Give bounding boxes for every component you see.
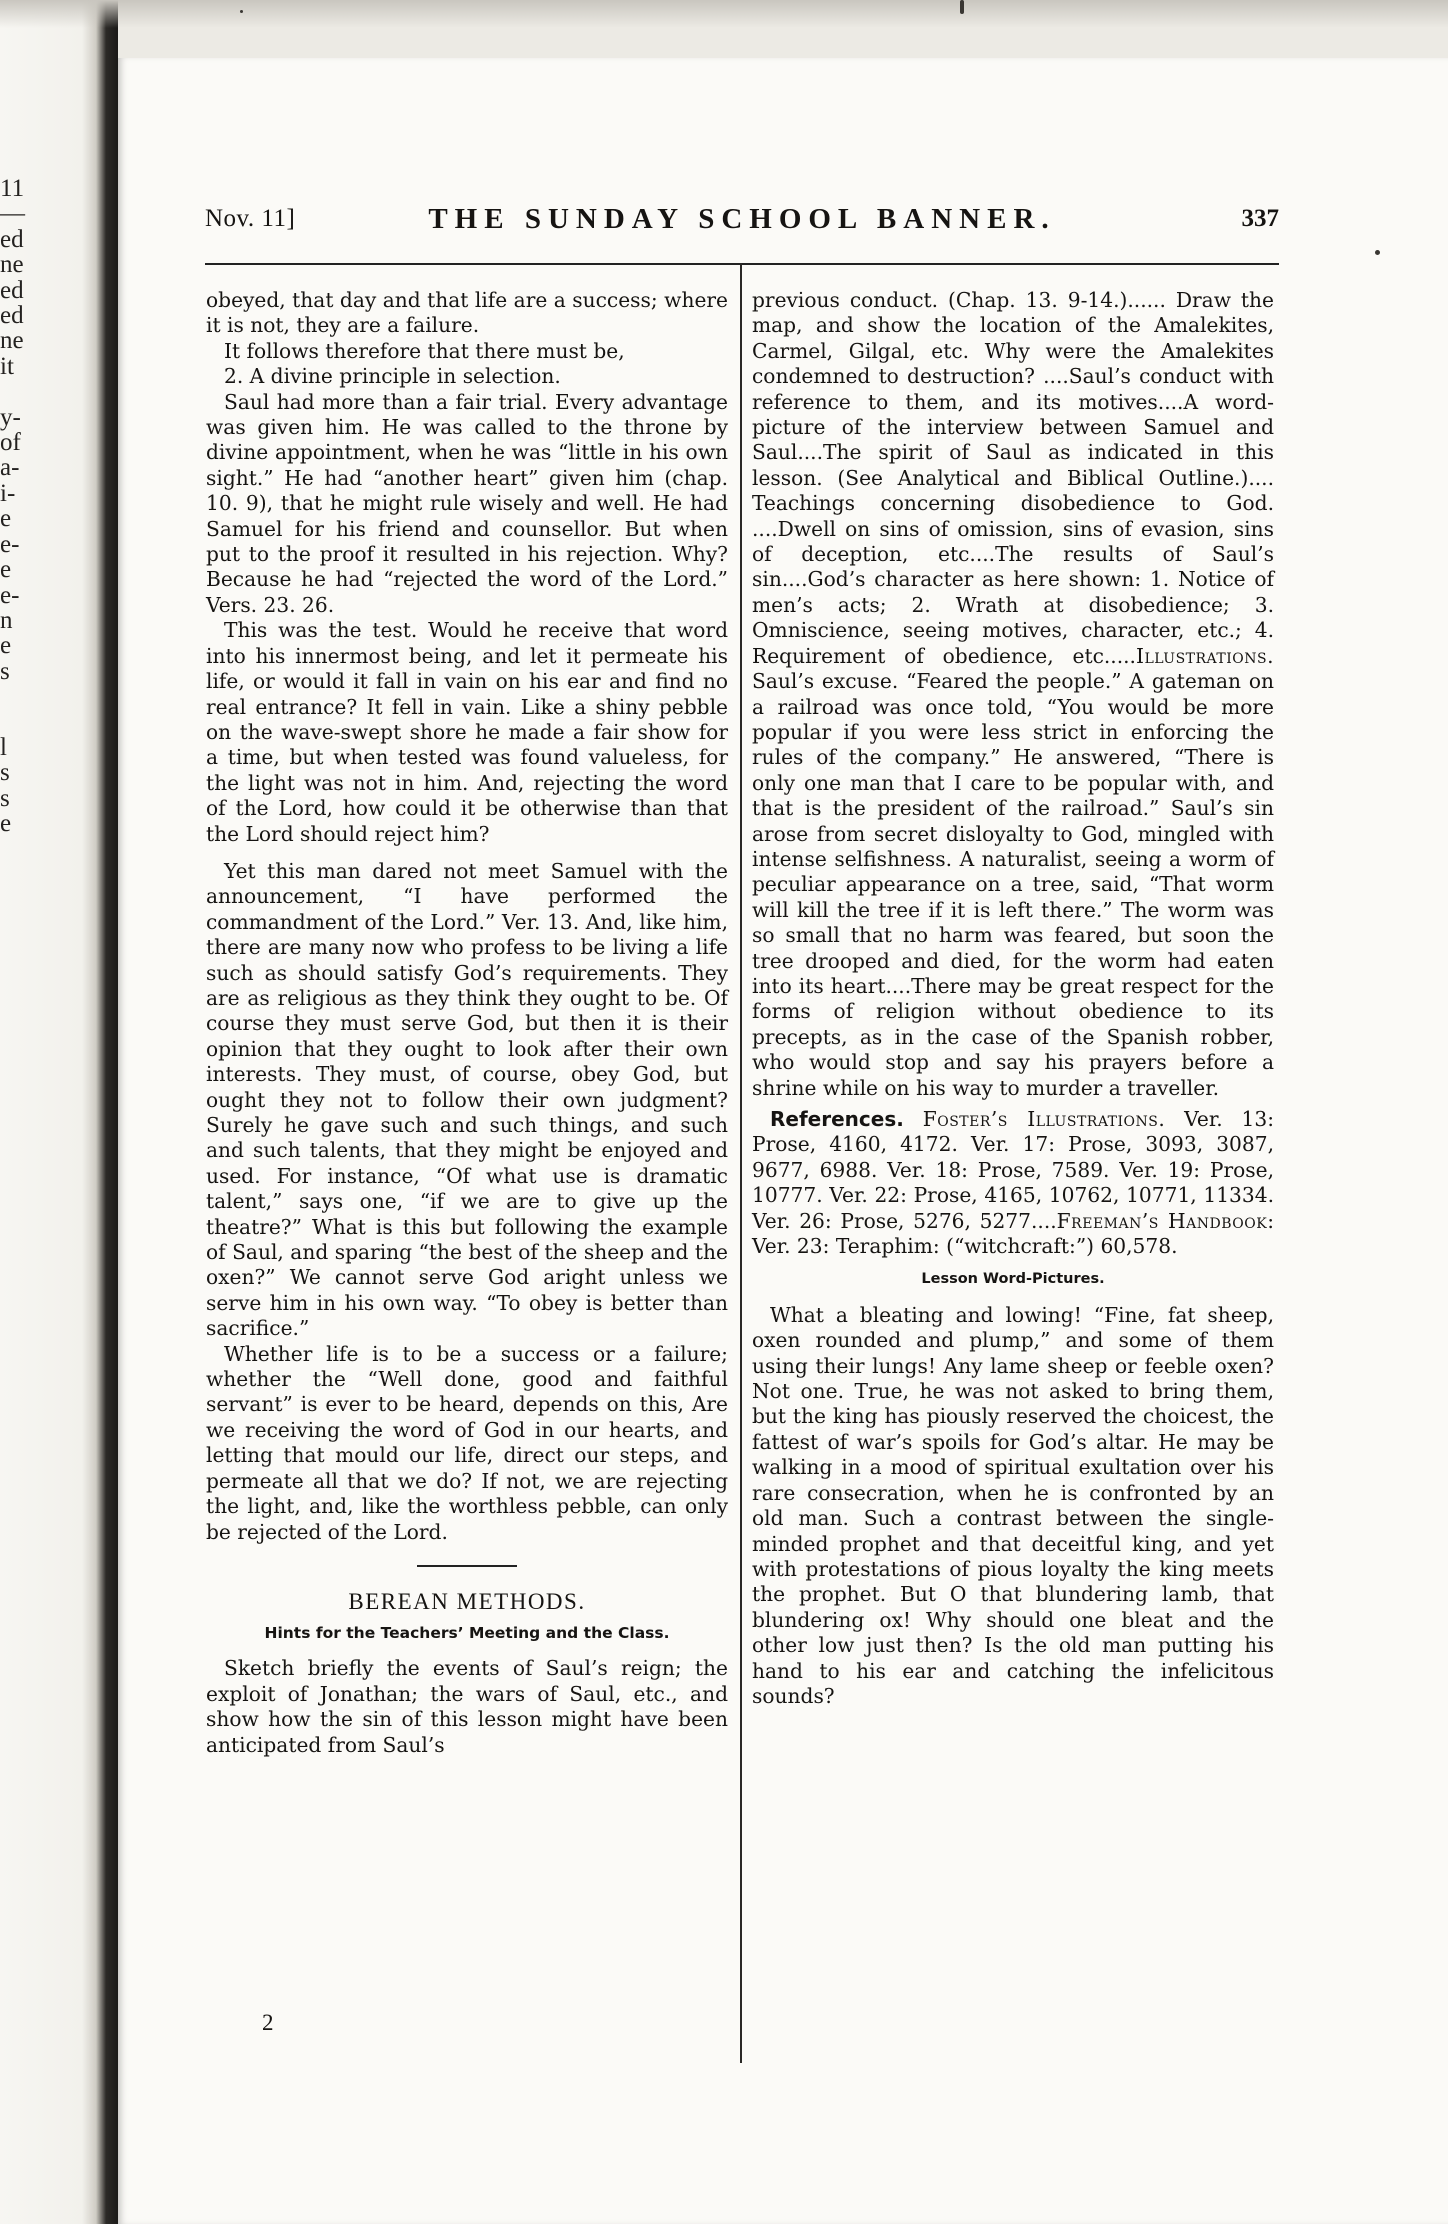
references-text: : Ver. 23: Teraphim: (“witchcraft:”) 60,578. (752, 1208, 1275, 1259)
margin-fragment: ne (0, 327, 24, 355)
paragraph: Yet this man dared not meet Samuel with the announcement, “I have performed the commandment of the Lord.” Ver. 13. And, like him, there are many now who profess to be living a life such as should satisfy God’s requirements. They are as religious as they think they ought to be. Of course they must serve God, but then it is their opinion that they ought to look after their own interests. They must, of course, obey God, but ought they not to follow their own judgment? Surely he gave such and such things, and such and such talents, that they might be enjoyed and used. For instance, “Of what use is dramatic talent,” says one, “if we are to give up the theatre?” What is this but following the example of Saul, and sparing “the best of the sheep and the oxen?” We cannot serve God aright unless we serve him in his own way. “To obey is better than sacrifice.” (206, 858, 728, 1341)
references-source: Foster’s Illustrations. (922, 1107, 1166, 1131)
references-source: Freeman’s Handbook (1056, 1208, 1268, 1233)
header-title: THE SUNDAY SCHOOL BANNER. (428, 203, 1056, 235)
paragraph: Saul had more than a fair trial. Every advantage was given him. He was called to the throne by divine appointment, when he was “little in his own sight.” He had “another heart” given him (chap. 10. 9), that he might rule wisely and well. He had Samuel for his friend and counsellor. But when put to the proof it resulted in his rejection. Why? Because he had “rejected the word of the Lord.” Vers. 23. 26. (206, 389, 728, 617)
margin-fragment: 11 (0, 175, 25, 202)
word-pictures-title: Lesson Word-Pictures. (921, 1271, 1105, 1288)
margin-fragment: — (0, 200, 25, 228)
margin-fragment (0, 379, 26, 404)
margin-fragment: e- (0, 530, 20, 558)
margin-fragment: e- (0, 581, 20, 609)
margin-fragment: ed (0, 225, 24, 253)
column-divider (740, 263, 742, 2063)
right-column (752, 288, 1274, 1709)
section-rule (417, 1565, 517, 1567)
paragraph: 2. A divine principle in selection. (224, 364, 561, 389)
scan-speck (240, 10, 243, 13)
page-number: 337 (1241, 205, 1279, 232)
margin-fragment: it (0, 352, 14, 380)
margin-fragment: y- (0, 403, 21, 431)
previous-page-margin-fragments (0, 176, 26, 837)
paragraph (752, 288, 1274, 1101)
margin-fragment: ed (0, 276, 24, 304)
paragraph: It follows therefore that there must be, (224, 338, 625, 363)
scan-top-shadow (0, 0, 1448, 28)
margin-fragment: s (0, 759, 10, 787)
section-title: BEREAN METHODS. (348, 1588, 586, 1614)
margin-fragment: s (0, 657, 10, 685)
references-paragraph (752, 1107, 1274, 1259)
paragraph: Whether life is to be a success or a failure; whether the “Well done, good and faithful servant” is ever to be heard, depends on this, Are we receiving the word of God in our hearts, and letting that mould our life, direct our steps, and permeate all that we do? If not, we are rejecting the light, and, like the worthless pebble, can only be rejected of the Lord. (206, 1341, 728, 1544)
references-text: Ver. 13: Prose, 4160, 4172. Ver. 17: Prose, 3093, 3087, 9677, 6988. Ver. 18: Prose, 7589. Ver. 19: Prose, 10777. Ver. 22: Prose, 4165, 10762, 10771, 11334. Ver. 26: Prose, 5276, 5277.... (752, 1107, 1275, 1233)
margin-fragment (0, 710, 26, 735)
margin-fragment: of (0, 429, 21, 457)
header-date: Nov. 11] (205, 205, 296, 232)
margin-fragment: i- (0, 479, 16, 507)
references-label: References. (770, 1107, 904, 1131)
paragraph: What a bleating and lowing! “Fine, fat sheep, oxen rounded and plump,” and some of them using their lungs! Any lame sheep or feeble oxen? Not one. True, he was not asked to bring them, but the king has piously reserved the choicest, the fattest of war’s spoils for God’s altar. He may be walking in a mood of spiritual exultation over his rare consecration, when he is confronted by an old man. Such a contrast between the single-minded prophet and that deceitful king, and yet with protestations of pious loyalty the king meets the prophet. But O that blundering lamb, that blundering ox! Why should one bleat and the other low just then? Is the old man putting his hand to his ear and catching the infelicitous sounds? (752, 1302, 1274, 1708)
margin-fragment: n (0, 606, 13, 634)
scan-speck (960, 0, 964, 14)
section-subtitle: Hints for the Teachers’ Meeting and the Class. (264, 1624, 670, 1643)
scan-speck (1375, 250, 1380, 255)
paragraph: This was the test. Would he receive that word into his innermost being, and let it permeate his life, or would it fall in vain on his ear and find no real entrance? It fell in vain. Like a shiny pebble on the wave-swept shore he made a fair show for a time, but when tested was found valueless, for the light was not in him. And, rejecting the word of the Lord, how could it be otherwise than that the Lord should reject him? (206, 618, 728, 846)
margin-fragment: a- (0, 454, 20, 482)
margin-fragment: e (0, 810, 12, 838)
running-header (205, 203, 1279, 243)
margin-fragment: l (0, 733, 7, 761)
margin-fragment (0, 684, 26, 709)
margin-fragment: e (0, 556, 12, 584)
signature-mark: 2 (262, 2010, 274, 2035)
header-rule (205, 263, 1279, 265)
margin-fragment: e (0, 505, 12, 533)
margin-fragment: ed (0, 302, 24, 330)
margin-fragment: s (0, 784, 10, 812)
margin-fragment: e (0, 632, 12, 660)
paragraph: Sketch briefly the events of Saul’s reign; the exploit of Jonathan; the wars of Saul, etc., and show how the sin of this lesson might have been anticipated from Saul’s (206, 1656, 728, 1757)
paragraph: obeyed, that day and that life are a success; where it is not, they are a failure. (206, 288, 728, 338)
illustrations-label: Illustrations. (1135, 643, 1274, 668)
paragraph-text: Saul’s excuse. “Feared the people.” A gateman on a railroad was once told, “You would be more popular if you were less strict in enforcing the rules of the company.” He answered, “There is only one man that I care to be popular with, and that is the president of the railroad.” Saul’s sin arose from secret disloyalty to God, mingled with intense selfishness. A naturalist, seeing a worm of peculiar appearance on a tree, said, “That worm will kill the tree if it is left there.” The worm was so small that no harm was feared, but soon the tree drooped and died, for the worm had eaten into its heart....There may be great respect for the forms of religion without obedience to its precepts, as in the case of the Spanish robber, who would stop and say his prayers before a shrine while on his way to murder a traveller. (752, 669, 1274, 1100)
paragraph-text: previous conduct. (Chap. 13. 9-14.)...... Draw the map, and show the location of the Amalekites, Carmel, Gilgal, etc. Why were the Amalekites condemned to destruction? ....Saul’s conduct with reference to them, and its motives....A word-picture of the interview between Samuel and Saul....The spirit of Saul as indicated in this lesson. (See Analytical and Biblical Outline.).... Teachings concerning disobedience to God. ....Dwell on sins of omission, sins of evasion, sins of deception, etc....The results of Saul’s sin....God’s character as here shown: 1. Notice of men’s acts; 2. Wrath at disobedience; 3. Omniscience, seeing motives, character, etc.; 4. Requirement of obedience, etc..... (752, 288, 1274, 668)
left-column (206, 288, 728, 1758)
margin-fragment: ne (0, 251, 24, 279)
